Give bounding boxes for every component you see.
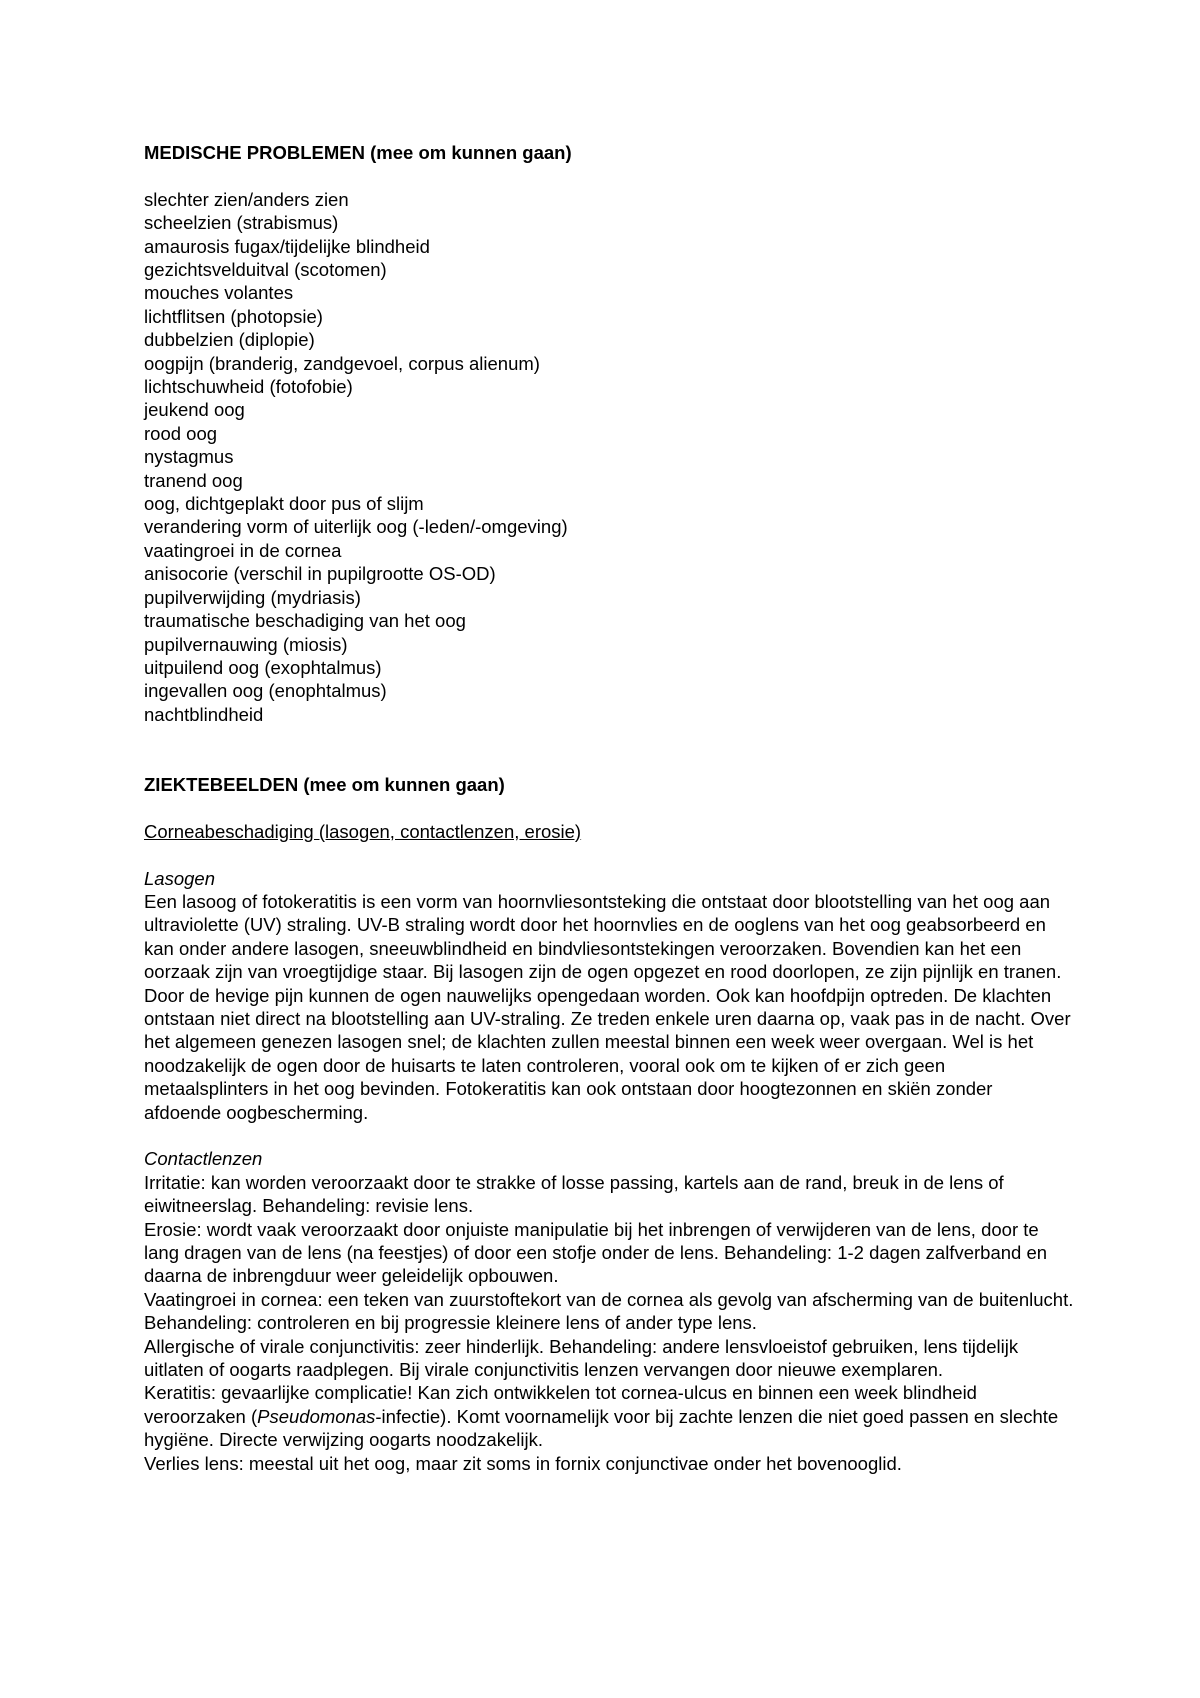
list-item: pupilverwijding (mydriasis) — [144, 586, 361, 608]
paragraph-lasogen: Een lasoog of fotokeratitis is een vorm van hoornvliesontsteking die ontstaat door blootstelling van het oog aan ultraviolette (UV) straling. UV-B straling wordt door het hoornvlies en de ooglens van het oog geabsorbeerd en kan onder andere lasogen, sneeuwblindheid en bindvliesontstekingen veroorzaken. Bovendien kan het een oorzaak zijn van vroegtijdige staar. Bij lasogen zijn de ogen opgezet en rood doorlopen, ze zijn pijnlijk en tranen. Door de hevige pijn kunnen de ogen nauwelijks opengedaan worden. Ook kan hoofdpijn optreden. De klachten ontstaan niet direct na blootstelling aan UV-straling. Ze treden enkele uren daarna op, vaak pas in de nacht. Over het algemeen genezen lasogen snel; de klachten zullen meestal binnen een week weer overgaan. Wel is het noodzakelijk de ogen door de huisarts te laten controleren, vooral ook om te kijken of er zich geen metaalsplinters in het oog bevinden. Fotokeratitis kan ook ontstaan door hoogtezonnen en skiën zonder afdoende oogbescherming. — [144, 890, 1071, 1123]
paragraph-erosie: Erosie: wordt vaak veroorzaakt door onjuiste manipulatie bij het inbrengen of verwijderen van de lens, door te lang dragen van de lens (na feestjes) of door een stofje onder de lens. Behandeling: 1-2 dagen zalfverband en daarna de inbrengduur weer geleidelijk opbouwen. — [144, 1218, 1048, 1287]
spacer — [144, 843, 1074, 866]
topic-title-lasogen: Lasogen — [144, 867, 215, 889]
list-item: nystagmus — [144, 446, 234, 468]
paragraph-verlies-lens: Verlies lens: meestal uit het oog, maar zit soms in fornix conjunctivae onder het bovenooglid. — [144, 1452, 902, 1474]
list-item: oog, dichtgeplakt door pus of slijm — [144, 493, 424, 515]
list-item: anisocorie (verschil in pupilgrootte OS-OD) — [144, 563, 496, 585]
problem-list — [144, 188, 1074, 726]
list-item: uitpuilend oog (exophtalmus) — [144, 656, 382, 678]
subheading-corneabeschadiging: Corneabeschadiging (lasogen, contactlenzen, erosie) — [144, 820, 582, 842]
topic-title-contactlenzen: Contactlenzen — [144, 1148, 263, 1170]
list-item: nachtblindheid — [144, 703, 264, 725]
list-item: amaurosis fugax/tijdelijke blindheid — [144, 235, 430, 257]
section-heading-ziektebeelden: ZIEKTEBEELDEN (mee om kunnen gaan) — [144, 773, 505, 795]
list-item: scheelzien (strabismus) — [144, 212, 339, 234]
paragraph-vaatingroei: Vaatingroei in cornea: een teken van zuurstoftekort van de cornea als gevolg van afscherming van de buitenlucht. Behandeling: controleren en bij progressie kleinere lens of ander type lens. — [144, 1288, 1074, 1334]
list-item: lichtschuwheid (fotofobie) — [144, 376, 353, 398]
list-item: dubbelzien (diplopie) — [144, 329, 315, 351]
spacer — [144, 726, 1074, 773]
document-page — [144, 141, 1074, 1475]
list-item: tranend oog — [144, 469, 243, 491]
list-item: rood oog — [144, 422, 218, 444]
list-item: traumatische beschadiging van het oog — [144, 610, 466, 632]
list-item: jeukend oog — [144, 399, 245, 421]
section-heading-medische-problemen: MEDISCHE PROBLEMEN (mee om kunnen gaan) — [144, 142, 572, 163]
list-item: verandering vorm of uiterlijk oog (-leden/-omgeving) — [144, 516, 568, 538]
list-item: slechter zien/anders zien — [144, 188, 349, 210]
list-item: pupilvernauwing (miosis) — [144, 633, 348, 655]
keratitis-organism: Pseudomonas — [257, 1405, 376, 1427]
paragraph-allergische-conjunctivitis: Allergische of virale conjunctivitis: zeer hinderlijk. Behandeling: andere lensvloeistof gebruiken, lens tijdelijk uitlaten of oogarts raadplegen. Bij virale conjunctivitis lenzen vervangen door nieuwe exemplaren. — [144, 1335, 1019, 1381]
list-item: ingevallen oog (enophtalmus) — [144, 680, 387, 702]
keratitis-text-start: Keratitis: gevaarlijke complicatie! Kan zich ontwikkelen tot cornea-ulcus en binnen een week blindheid veroorzaken ( — [144, 1382, 977, 1427]
list-item: mouches volantes — [144, 282, 294, 304]
keratitis-text-end: -infectie). Komt voornamelijk voor bij zachte lenzen die niet goed passen en slechte hygiëne. Directe verwijzing oogarts noodzakelijk. — [144, 1405, 1059, 1451]
spacer — [144, 1124, 1074, 1147]
paragraph-keratitis — [144, 1381, 1074, 1451]
list-item: oogpijn (branderig, zandgevoel, corpus alienum) — [144, 352, 540, 374]
paragraph-irritatie: Irritatie: kan worden veroorzaakt door te strakke of losse passing, kartels aan de rand, breuk in de lens of eiwitneerslag. Behandeling: revisie lens. — [144, 1171, 1004, 1217]
list-item: gezichtsvelduitval (scotomen) — [144, 259, 387, 281]
list-item: vaatingroei in de cornea — [144, 539, 342, 561]
spacer — [144, 796, 1074, 819]
list-item: lichtflitsen (photopsie) — [144, 305, 323, 327]
spacer — [144, 164, 1074, 187]
